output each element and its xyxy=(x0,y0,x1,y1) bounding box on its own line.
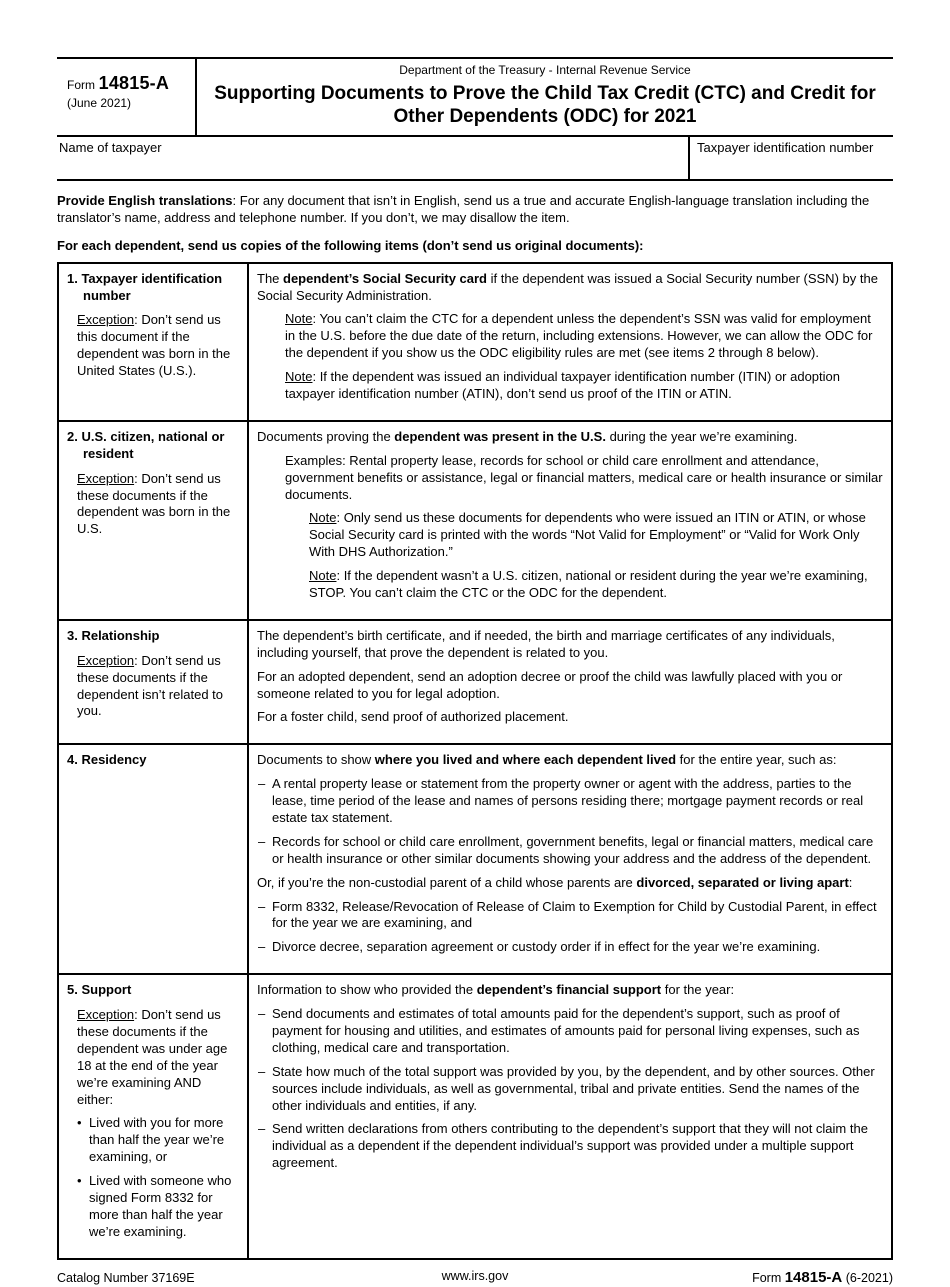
dash-marker: – xyxy=(258,833,266,849)
dash-marker: – xyxy=(258,939,266,955)
dash-marker: – xyxy=(258,776,266,792)
item-label-cell xyxy=(58,744,248,974)
text-run: Exception xyxy=(77,470,135,486)
text-run: for the entire year, such as: xyxy=(676,752,837,768)
text-run: Divorce decree, separation agreement or custody order if in effect for the year we’re examining. xyxy=(272,939,821,955)
exception-note xyxy=(77,312,239,380)
paragraph xyxy=(257,875,883,892)
text-run: A rental property lease or statement from the property owner or agent with the address, parties to the lease, time period of the lease and names of persons residing there; mortgage payment records or real estate tax statement. xyxy=(272,776,864,825)
text-run: : If the dependent wasn’t a U.S. citizen, national or resident during the year we’re examining, STOP. You can’t claim the CTC or the ODC for the dependent. xyxy=(309,568,868,600)
text-run: Records for school or child care enrollment, government benefits, legal or financial matters, medical care or health insurance or other similar documents showing your address and the address of the dependent. xyxy=(272,833,874,866)
bullet-list-item xyxy=(77,1173,239,1241)
text-run: : Don’t send us these documents if the dependent isn’t related to you. xyxy=(77,652,223,719)
text-run: dependent was present in the U.S. xyxy=(394,428,606,444)
text-run: Exception xyxy=(77,1007,135,1023)
exception-note xyxy=(77,653,239,721)
item-title: 4. Residency xyxy=(67,752,147,768)
bullet-marker: • xyxy=(77,1115,82,1131)
paragraph xyxy=(257,271,883,305)
text-run: : Don’t send us these documents if the dependent was under age 18 at the end of the year we’re examining AND either: xyxy=(77,1007,228,1107)
table-row xyxy=(58,744,892,974)
item-detail-cell xyxy=(248,744,892,974)
item-detail-cell xyxy=(248,620,892,744)
table-row xyxy=(58,263,892,421)
name-of-taxpayer-field[interactable] xyxy=(57,137,688,179)
dash-marker: – xyxy=(258,1063,266,1079)
item-title: 3. Relationship xyxy=(67,627,160,643)
text-run: : Only send us these documents for dependents who were issued an ITIN or ATIN, or whose Social Security card is printed with the words “Not Valid for Employment” or “Valid for Work Only With DHS Authorization.” xyxy=(309,510,866,560)
footer-form-number-value: 14815-A xyxy=(784,1268,843,1286)
paragraph xyxy=(257,982,883,999)
translations-instruction xyxy=(57,193,893,227)
exception-note xyxy=(77,471,239,539)
text-run: Or, if you’re the non-custodial parent of a child whose parents are xyxy=(257,874,637,890)
text-run: Note xyxy=(309,568,337,584)
taxpayer-identification-number-label: Taxpayer identification number xyxy=(697,139,874,155)
text-run: Documents to show xyxy=(257,752,375,768)
paragraph xyxy=(257,628,883,662)
text-run: Lived with someone who signed Form 8332 for more than half the year we’re examining. xyxy=(89,1173,232,1239)
dash-list-item xyxy=(257,834,883,868)
paragraph xyxy=(257,669,883,703)
exception-note xyxy=(77,1007,239,1108)
name-of-taxpayer-label: Name of taxpayer xyxy=(59,139,162,155)
text-run: Provide English translations xyxy=(57,192,233,208)
text-run: Send documents and estimates of total amounts paid for the dependent’s support, such as proof of payment for housing and utilities, and estimates of amounts paid for personal living expenses, such as clothing, medical care and transportation. xyxy=(272,1006,860,1055)
indented-paragraph xyxy=(285,311,883,362)
text-run: if the dependent was issued a Social Security number (SSN) by the Social Security Administration. xyxy=(257,270,878,303)
requirements-table xyxy=(57,262,893,1260)
text-run: The xyxy=(257,270,284,286)
text-run: Information to show who provided the xyxy=(257,982,477,998)
dash-marker: – xyxy=(258,1006,266,1022)
form-word: Form xyxy=(67,78,95,92)
text-run: : For any document that isn’t in English, send us a true and accurate English-language translation including the translator’s name, address and telephone number. If you don’t, we may disallow the item. xyxy=(57,192,870,225)
dash-list-item xyxy=(257,1064,883,1115)
item-label-cell xyxy=(58,263,248,421)
items-heading: For each dependent, send us copies of the following items (don’t send us original documents): xyxy=(57,237,644,253)
text-run: Lived with you for more than half the year we’re examining, or xyxy=(89,1115,225,1165)
form-title: Supporting Documents to Prove the Child Tax Credit (CTC) and Credit for Other Dependents (ODC) for 2021 xyxy=(214,82,876,127)
form-title-block xyxy=(197,59,893,135)
paragraph xyxy=(257,709,883,726)
bullet-list-item xyxy=(77,1115,239,1166)
indented-paragraph xyxy=(285,369,883,403)
text-run: Note xyxy=(285,369,313,385)
dash-list-item xyxy=(257,1121,883,1172)
text-run: during the year we’re examining. xyxy=(605,428,798,444)
dash-list-item xyxy=(257,1006,883,1057)
dash-marker: – xyxy=(258,1121,266,1137)
form-footer xyxy=(57,1268,893,1287)
text-run: Exception xyxy=(77,312,135,328)
text-run: : If the dependent was issued an individual taxpayer identification number (ITIN) or adoption taxpayer identification number (ATIN), don’t send us proof of the ITIN or ATIN. xyxy=(285,369,840,401)
text-run: Send written declarations from others contributing to the dependent’s support that they will not claim the individual as a dependent if the dependent individual’s support was provided under a multiple support agreement. xyxy=(272,1121,868,1171)
footer-form-number xyxy=(752,1268,893,1287)
bullet-marker: • xyxy=(77,1173,82,1189)
catalog-number: Catalog Number 37169E xyxy=(57,1270,195,1285)
dash-list-item xyxy=(257,776,883,827)
item-title: 5. Support xyxy=(67,982,132,998)
department-line: Department of the Treasury - Internal Revenue Service xyxy=(399,63,691,77)
indented-paragraph xyxy=(309,510,883,561)
item-label-cell xyxy=(58,421,248,620)
text-run: : You can’t claim the CTC for a dependent unless the dependent’s SSN was valid for employment in the U.S. before the due date of the return, including extensions. However, we can allow the ODC for the dependent if you show us the ODC eligibility rules are met (see items 2 through 8 below). xyxy=(285,311,873,361)
table-row xyxy=(58,620,892,744)
form-number: 14815-A xyxy=(98,73,170,93)
item-title: 1. Taxpayer identification number xyxy=(67,270,223,303)
footer-form-revision: (6-2021) xyxy=(845,1270,893,1285)
text-run: dependent’s Social Security card xyxy=(283,270,487,286)
item-label-cell xyxy=(58,974,248,1258)
text-run: : Don’t send us this document if the dependent was born in the United States (U.S.). xyxy=(77,312,231,379)
requirements-table-body xyxy=(58,263,892,1259)
paragraph xyxy=(257,752,883,769)
text-run: : xyxy=(848,874,853,890)
text-run: divorced, separated or living apart xyxy=(636,874,849,890)
text-run: Form 8332, Release/Revocation of Release of Claim to Exemption for Child by Custodial Parent, in effect for the year we are examining, and xyxy=(272,898,877,931)
item-detail-cell xyxy=(248,421,892,620)
text-run: Note xyxy=(309,510,337,526)
item-label-cell xyxy=(58,620,248,744)
text-run: Note xyxy=(285,311,313,327)
text-run: for the year: xyxy=(661,982,735,998)
item-detail-cell xyxy=(248,974,892,1258)
item-title: 2. U.S. citizen, national or resident xyxy=(67,428,225,461)
dash-list-item xyxy=(257,899,883,933)
text-run: For an adopted dependent, send an adoption decree or proof the child was lawfully placed with you or someone related to you for legal adoption. xyxy=(257,668,843,701)
form-page xyxy=(57,0,893,1287)
taxpayer-info-row xyxy=(57,137,893,181)
table-row xyxy=(58,974,892,1258)
text-run: dependent’s financial support xyxy=(476,982,662,998)
text-run: : Don’t send us these documents if the dependent was born in the U.S. xyxy=(77,470,231,537)
form-number-line xyxy=(67,72,191,95)
text-run: where you lived and where each dependent lived xyxy=(374,752,677,768)
taxpayer-identification-number-field[interactable] xyxy=(688,137,893,179)
text-run: For a foster child, send proof of authorized placement. xyxy=(257,709,569,725)
dash-marker: – xyxy=(258,898,266,914)
text-run: Exception xyxy=(77,652,135,668)
indented-paragraph xyxy=(285,453,883,504)
dash-list-item xyxy=(257,939,883,956)
paragraph xyxy=(257,429,883,446)
text-run: Examples: Rental property lease, records for school or child care enrollment and attendance, government benefits or assistance, legal or financial matters, medical care or health insurance or similar documents. xyxy=(285,452,883,502)
text-run: The dependent’s birth certificate, and if needed, the birth and marriage certificates of any individuals, including yourself, that prove the dependent is related to you. xyxy=(257,627,835,660)
text-run: Documents proving the xyxy=(257,428,395,444)
irs-website: www.irs.gov xyxy=(441,1268,509,1283)
indented-paragraph xyxy=(309,568,883,602)
footer-form-word: Form xyxy=(752,1270,782,1285)
form-header xyxy=(57,57,893,137)
form-number-block xyxy=(57,59,197,135)
table-row xyxy=(58,421,892,620)
form-revision-date: (June 2021) xyxy=(67,96,132,111)
text-run: State how much of the total support was provided by you, by the dependent, and by other sources. Other sources include individuals, as well as governmental, tribal and private entities. Send the names of the other individuals and entities, if any. xyxy=(272,1063,875,1113)
item-detail-cell xyxy=(248,263,892,421)
